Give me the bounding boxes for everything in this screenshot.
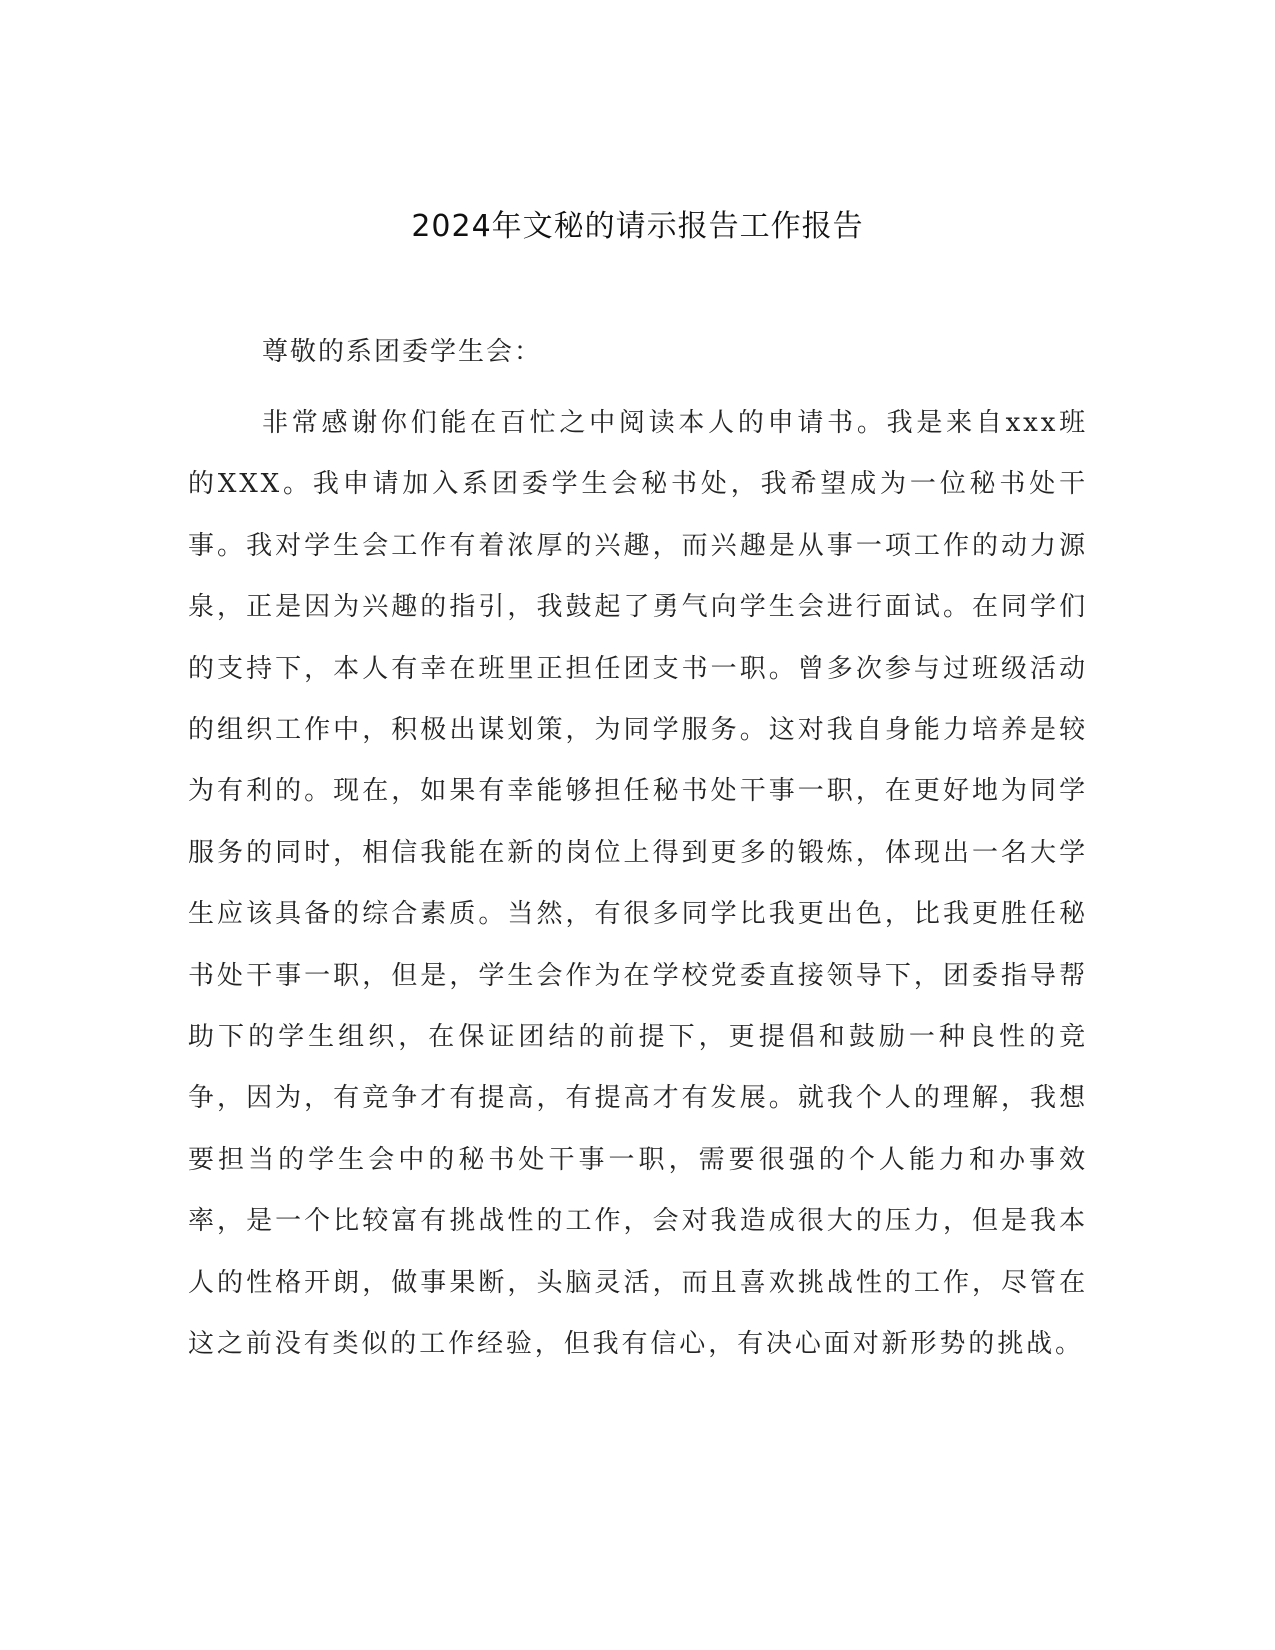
body-paragraph: 非常感谢你们能在百忙之中阅读本人的申请书。我是来自xxx班的XXX。我申请加入系团委学生会秘书处，我希望成为一位秘书处干事。我对学生会工作有着浓厚的兴趣，而兴趣是从事一项工作的动力源泉，正是因为兴趣的指引，我鼓起了勇气向学生会进行面试。在同学们的支持下，本人有幸在班里正担任团支书一职。曾多次参与过班级活动的组织工作中，积极出谋划策，为同学服务。这对我自身能力培养是较为有利的。现在，如果有幸能够担任秘书处干事一职，在更好地为同学服务的同时，相信我能在新的岗位上得到更多的锻炼，体现出一名大学生应该具备的综合素质。当然，有很多同学比我更出色，比我更胜任秘书处干事一职，但是，学生会作为在学校党委直接领导下，团委指导帮助下的学生组织，在保证团结的前提下，更提倡和鼓励一种良性的竞争，因为，有竞争才有提高，有提高才有发展。就我个人的理解，我想要担当的学生会中的秘书处干事一职，需要很强的个人能力和办事效率，是一个比较富有挑战性的工作，会对我造成很大的压力，但是我本人的性格开朗，做事果断，头脑灵活，而且喜欢挑战性的工作，尽管在这之前没有类似的工作经验，但我有信心，有决心面对新形势的挑战。	[188, 408, 1088, 1360]
document-title: 2024年文秘的请示报告工作报告	[411, 209, 864, 244]
salutation: 尊敬的系团委学生会：	[262, 337, 543, 367]
